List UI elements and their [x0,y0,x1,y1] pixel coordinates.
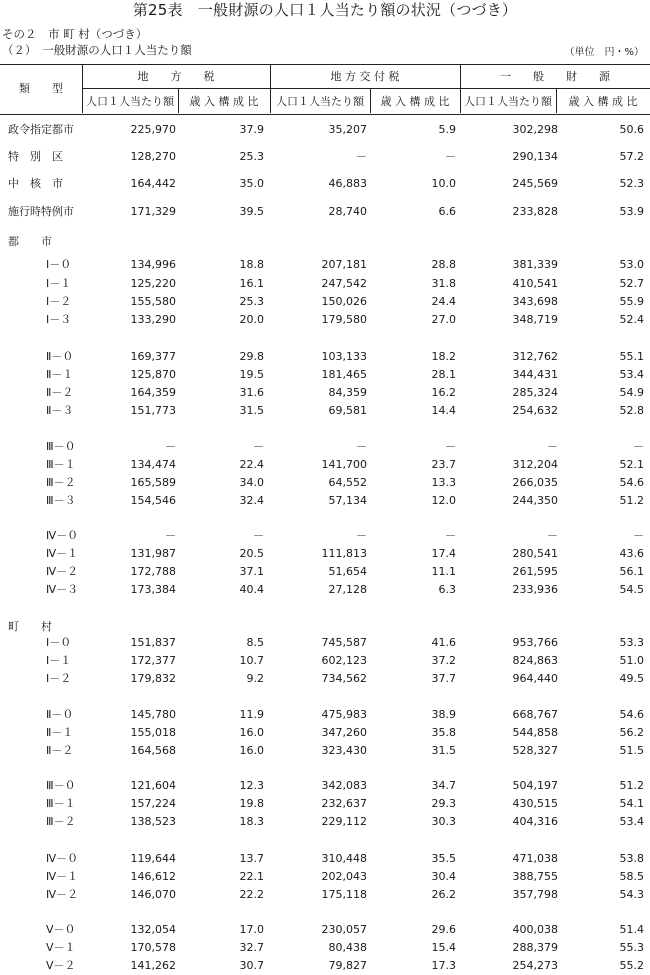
cell-allocation-tax-per-capita: 27,128 [328,583,367,596]
cell-general-revenue-per-capita: 668,767 [512,708,558,721]
cell-general-revenue-ratio: 53.0 [619,258,644,271]
cell-general-revenue-per-capita: 953,766 [512,636,558,649]
header-general-revenue: 一 般 財 源 [500,70,610,83]
row-label: Ⅳ－１ [46,547,79,560]
cell-general-revenue-ratio: 54.6 [619,708,644,721]
cell-allocation-tax-ratio: 6.3 [438,583,456,596]
cell-local-tax-ratio: 32.4 [239,494,264,507]
cell-allocation-tax-per-capita: 347,260 [321,726,367,739]
cell-general-revenue-per-capita: 244,350 [512,494,558,507]
cell-general-revenue-per-capita: 381,339 [512,258,558,271]
cell-local-tax-per-capita: 164,442 [130,177,176,190]
row-label: Ⅰ－２ [46,295,72,308]
cell-allocation-tax-per-capita: 342,083 [321,779,367,792]
cell-local-tax-per-capita: 146,070 [130,888,176,901]
row-label: 施行時特例市 [8,205,74,218]
cell-general-revenue-per-capita: － [547,440,558,453]
cell-general-revenue-ratio: 55.9 [619,295,644,308]
cell-allocation-tax-ratio: 41.6 [431,636,456,649]
cell-general-revenue-per-capita: 410,541 [512,277,558,290]
cell-allocation-tax-ratio: 14.4 [431,404,456,417]
row-label: Ⅰ－１ [46,277,72,290]
cell-local-tax-ratio: 32.7 [239,941,264,954]
cell-general-revenue-ratio: 51.2 [619,494,644,507]
page-title: 第25表 一般財源の人口１人当たり額の状況（つづき） [132,1,518,19]
cell-local-tax-ratio: 25.3 [239,295,264,308]
cell-general-revenue-per-capita: 233,936 [512,583,558,596]
cell-allocation-tax-ratio: 28.1 [431,368,456,381]
cell-general-revenue-ratio: 53.3 [619,636,644,649]
row-label: Ⅳ－１ [46,870,79,883]
cell-allocation-tax-per-capita: － [356,150,367,163]
row-label: Ⅳ－０ [46,529,79,542]
cell-general-revenue-per-capita: 254,273 [512,959,558,972]
row-label: Ⅱ－２ [46,744,74,757]
cell-allocation-tax-ratio: － [445,150,456,163]
table-row [0,384,650,402]
cell-local-tax-per-capita: 171,329 [130,205,176,218]
cell-general-revenue-per-capita: 357,798 [512,888,558,901]
cell-local-tax-per-capita: 164,359 [130,386,176,399]
cell-local-tax-per-capita: 179,832 [130,672,176,685]
cell-allocation-tax-ratio: 31.5 [431,744,456,757]
cell-local-tax-per-capita: 157,224 [130,797,176,810]
cell-general-revenue-per-capita: 348,719 [512,313,558,326]
row-label: Ⅳ－０ [46,852,79,865]
row-label: Ⅲ－０ [46,440,76,453]
cell-local-tax-per-capita: 119,644 [130,852,176,865]
table-row [0,724,650,742]
cell-general-revenue-per-capita: 312,204 [512,458,558,471]
cell-general-revenue-ratio: 55.2 [619,959,644,972]
cell-allocation-tax-per-capita: 150,026 [321,295,367,308]
cell-allocation-tax-ratio: 10.0 [431,177,456,190]
cell-local-tax-ratio: 40.4 [239,583,264,596]
cell-general-revenue-ratio: 54.1 [619,797,644,810]
cell-allocation-tax-ratio: 37.7 [431,672,456,685]
table-row [0,850,650,868]
table-row [0,545,650,563]
cell-general-revenue-ratio: 53.8 [619,852,644,865]
table-row [0,474,650,492]
header-per-capita: 人口１人当たり額 [464,95,552,108]
cell-general-revenue-ratio: 52.4 [619,313,644,326]
cell-allocation-tax-per-capita: 84,359 [328,386,367,399]
cell-general-revenue-ratio: 52.3 [619,177,644,190]
cell-allocation-tax-per-capita: － [356,440,367,453]
cell-general-revenue-ratio: 54.9 [619,386,644,399]
row-label: Ⅰ－０ [46,636,72,649]
cell-allocation-tax-ratio: 29.6 [431,923,456,936]
cell-general-revenue-per-capita: 280,541 [512,547,558,560]
cell-allocation-tax-per-capita: 111,813 [321,547,367,560]
table-header [0,64,650,115]
cell-general-revenue-per-capita: 261,595 [512,565,558,578]
table-row [0,563,650,581]
cell-allocation-tax-ratio: 11.1 [431,565,456,578]
row-label: Ⅱ－１ [46,368,74,381]
row-label: 特 別 区 [8,150,63,163]
row-label: 都 市 [8,235,52,248]
cell-general-revenue-per-capita: 254,632 [512,404,558,417]
cell-local-tax-per-capita: 173,384 [130,583,176,596]
cell-allocation-tax-ratio: 23.7 [431,458,456,471]
cell-local-tax-per-capita: 145,780 [130,708,176,721]
cell-local-tax-ratio: 34.0 [239,476,264,489]
cell-local-tax-ratio: 18.8 [239,258,264,271]
cell-allocation-tax-per-capita: 79,827 [328,959,367,972]
header-local-tax: 地 方 税 [137,70,215,83]
row-label: Ⅲ－１ [46,797,76,810]
cell-allocation-tax-per-capita: 310,448 [321,852,367,865]
cell-local-tax-ratio: － [253,529,264,542]
cell-local-tax-ratio: 18.3 [239,815,264,828]
cell-general-revenue-ratio: 52.1 [619,458,644,471]
row-label: Ⅰ－３ [46,313,72,326]
table-subtitle: （２） 一般財源の人口１人当たり額 [2,43,192,57]
header-local-allocation-tax: 地 方 交 付 税 [330,70,400,83]
row-label: Ⅱ－２ [46,386,74,399]
table-row [0,957,650,975]
cell-local-tax-per-capita: 169,377 [130,350,176,363]
cell-local-tax-ratio: 35.0 [239,177,264,190]
header-ratio: 歳 入 構 成 比 [568,95,638,108]
table-row [0,777,650,795]
cell-local-tax-per-capita: 154,546 [130,494,176,507]
cell-allocation-tax-per-capita: 28,740 [328,205,367,218]
cell-allocation-tax-ratio: 34.7 [431,779,456,792]
table-row [0,527,650,545]
row-label: Ⅳ－２ [46,888,79,901]
cell-allocation-tax-per-capita: 46,883 [328,177,367,190]
table-row [0,402,650,420]
cell-general-revenue-per-capita: 266,035 [512,476,558,489]
table-row [0,233,650,251]
cell-allocation-tax-per-capita: 475,983 [321,708,367,721]
header-per-capita: 人口１人当たり額 [276,95,364,108]
cell-allocation-tax-ratio: 5.9 [438,123,456,136]
row-label: 中 核 市 [8,177,63,190]
cell-general-revenue-per-capita: 824,863 [512,654,558,667]
cell-local-tax-ratio: 31.5 [239,404,264,417]
table-row [0,175,650,193]
row-label: Ⅲ－３ [46,494,76,507]
table-row [0,121,650,139]
cell-local-tax-per-capita: 225,970 [130,123,176,136]
table-row [0,652,650,670]
cell-local-tax-per-capita: 151,837 [130,636,176,649]
cell-allocation-tax-ratio: 27.0 [431,313,456,326]
cell-allocation-tax-ratio: 13.3 [431,476,456,489]
cell-local-tax-ratio: － [253,440,264,453]
cell-allocation-tax-per-capita: 35,207 [328,123,367,136]
cell-local-tax-per-capita: 128,270 [130,150,176,163]
cell-local-tax-ratio: 37.1 [239,565,264,578]
cell-allocation-tax-ratio: 35.8 [431,726,456,739]
cell-general-revenue-per-capita: 233,828 [512,205,558,218]
cell-allocation-tax-per-capita: 57,134 [328,494,367,507]
cell-local-tax-per-capita: 138,523 [130,815,176,828]
cell-allocation-tax-ratio: － [445,529,456,542]
cell-local-tax-per-capita: 131,987 [130,547,176,560]
cell-allocation-tax-per-capita: 602,123 [321,654,367,667]
cell-general-revenue-ratio: － [633,529,644,542]
cell-allocation-tax-per-capita: 69,581 [328,404,367,417]
section-subtitle: その２ 市 町 村（つづき） [2,27,148,41]
cell-allocation-tax-per-capita: 734,562 [321,672,367,685]
row-label: Ⅴ－２ [46,959,76,972]
cell-allocation-tax-per-capita: 323,430 [321,744,367,757]
cell-allocation-tax-ratio: 31.8 [431,277,456,290]
cell-general-revenue-ratio: 52.7 [619,277,644,290]
cell-local-tax-per-capita: 125,220 [130,277,176,290]
cell-general-revenue-per-capita: 404,316 [512,815,558,828]
cell-general-revenue-ratio: 55.3 [619,941,644,954]
table-row [0,256,650,274]
cell-general-revenue-ratio: 51.5 [619,744,644,757]
table-row [0,886,650,904]
cell-general-revenue-ratio: 55.1 [619,350,644,363]
table-row [0,438,650,456]
cell-local-tax-ratio: 13.7 [239,852,264,865]
row-label: Ⅳ－２ [46,565,79,578]
table-row [0,813,650,831]
cell-local-tax-per-capita: 172,377 [130,654,176,667]
table-row [0,706,650,724]
cell-general-revenue-per-capita: 312,762 [512,350,558,363]
cell-general-revenue-ratio: 54.3 [619,888,644,901]
cell-local-tax-per-capita: 134,474 [130,458,176,471]
row-label: Ⅲ－１ [46,458,76,471]
cell-local-tax-ratio: 20.5 [239,547,264,560]
cell-general-revenue-per-capita: 285,324 [512,386,558,399]
cell-local-tax-ratio: 30.7 [239,959,264,972]
cell-local-tax-per-capita: 121,604 [130,779,176,792]
cell-local-tax-ratio: 19.8 [239,797,264,810]
cell-local-tax-ratio: 16.0 [239,744,264,757]
table-row [0,293,650,311]
cell-local-tax-per-capita: 134,996 [130,258,176,271]
table-row [0,634,650,652]
row-label: Ⅳ－３ [46,583,79,596]
cell-general-revenue-per-capita: 400,038 [512,923,558,936]
row-label: Ⅱ－０ [46,350,74,363]
cell-allocation-tax-ratio: 17.4 [431,547,456,560]
cell-allocation-tax-per-capita: 247,542 [321,277,367,290]
cell-general-revenue-ratio: 53.4 [619,368,644,381]
cell-allocation-tax-ratio: 35.5 [431,852,456,865]
table-row [0,275,650,293]
cell-local-tax-ratio: 22.1 [239,870,264,883]
cell-allocation-tax-per-capita: 229,112 [321,815,367,828]
cell-general-revenue-per-capita: 430,515 [512,797,558,810]
cell-general-revenue-per-capita: 528,327 [512,744,558,757]
table-row [0,795,650,813]
cell-allocation-tax-per-capita: 207,181 [321,258,367,271]
cell-general-revenue-per-capita: 388,755 [512,870,558,883]
row-label: Ⅱ－０ [46,708,74,721]
cell-allocation-tax-ratio: 6.6 [438,205,456,218]
row-label: Ⅱ－１ [46,726,74,739]
cell-allocation-tax-ratio: 16.2 [431,386,456,399]
cell-local-tax-ratio: 22.4 [239,458,264,471]
cell-local-tax-per-capita: 133,290 [130,313,176,326]
cell-general-revenue-ratio: 54.5 [619,583,644,596]
cell-general-revenue-per-capita: 471,038 [512,852,558,865]
cell-general-revenue-ratio: － [633,440,644,453]
cell-general-revenue-per-capita: 344,431 [512,368,558,381]
cell-local-tax-per-capita: 146,612 [130,870,176,883]
cell-allocation-tax-ratio: 38.9 [431,708,456,721]
cell-local-tax-per-capita: 125,870 [130,368,176,381]
cell-local-tax-ratio: 29.8 [239,350,264,363]
row-label: Ⅲ－２ [46,815,76,828]
cell-local-tax-ratio: 11.9 [239,708,264,721]
table-row [0,670,650,688]
cell-general-revenue-per-capita: 343,698 [512,295,558,308]
cell-local-tax-per-capita: 164,568 [130,744,176,757]
cell-general-revenue-ratio: 56.1 [619,565,644,578]
cell-allocation-tax-ratio: 30.3 [431,815,456,828]
cell-allocation-tax-ratio: 18.2 [431,350,456,363]
cell-allocation-tax-ratio: 28.8 [431,258,456,271]
row-label: Ⅴ－０ [46,923,76,936]
cell-local-tax-ratio: 17.0 [239,923,264,936]
cell-allocation-tax-per-capita: 230,057 [321,923,367,936]
cell-general-revenue-ratio: 51.2 [619,779,644,792]
cell-allocation-tax-ratio: 29.3 [431,797,456,810]
table-row [0,348,650,366]
row-label: Ⅰ－０ [46,258,72,271]
cell-general-revenue-per-capita: － [547,529,558,542]
cell-general-revenue-per-capita: 302,298 [512,123,558,136]
cell-general-revenue-per-capita: 288,379 [512,941,558,954]
table-row [0,939,650,957]
cell-general-revenue-ratio: 58.5 [619,870,644,883]
row-label: Ⅴ－１ [46,941,76,954]
cell-allocation-tax-per-capita: 232,637 [321,797,367,810]
cell-local-tax-ratio: 37.9 [239,123,264,136]
cell-allocation-tax-per-capita: 141,700 [321,458,367,471]
row-label: 町 村 [8,620,52,633]
cell-local-tax-per-capita: 170,578 [130,941,176,954]
cell-local-tax-per-capita: － [165,529,176,542]
table-row [0,742,650,760]
cell-allocation-tax-ratio: － [445,440,456,453]
table-row [0,311,650,329]
cell-local-tax-ratio: 19.5 [239,368,264,381]
header-ratio: 歳 入 構 成 比 [380,95,450,108]
cell-allocation-tax-per-capita: 175,118 [321,888,367,901]
cell-local-tax-per-capita: 155,580 [130,295,176,308]
cell-local-tax-per-capita: 172,788 [130,565,176,578]
cell-general-revenue-ratio: 54.6 [619,476,644,489]
cell-general-revenue-ratio: 49.5 [619,672,644,685]
cell-general-revenue-per-capita: 290,134 [512,150,558,163]
cell-allocation-tax-per-capita: 202,043 [321,870,367,883]
row-label: Ⅲ－０ [46,779,76,792]
cell-local-tax-ratio: 10.7 [239,654,264,667]
table-row [0,492,650,510]
cell-local-tax-ratio: 12.3 [239,779,264,792]
cell-general-revenue-ratio: 57.2 [619,150,644,163]
table-row [0,203,650,221]
cell-local-tax-ratio: 31.6 [239,386,264,399]
cell-local-tax-per-capita: 165,589 [130,476,176,489]
cell-general-revenue-ratio: 43.6 [619,547,644,560]
cell-allocation-tax-per-capita: 181,465 [321,368,367,381]
row-label: Ⅱ－３ [46,404,74,417]
table-row [0,581,650,599]
cell-allocation-tax-ratio: 17.3 [431,959,456,972]
cell-local-tax-ratio: 16.0 [239,726,264,739]
row-label: 政令指定都市 [8,123,74,136]
table-row [0,456,650,474]
cell-general-revenue-ratio: 51.4 [619,923,644,936]
cell-local-tax-ratio: 16.1 [239,277,264,290]
cell-local-tax-ratio: 20.0 [239,313,264,326]
cell-allocation-tax-per-capita: 179,580 [321,313,367,326]
cell-local-tax-ratio: 8.5 [246,636,264,649]
table-row [0,868,650,886]
cell-general-revenue-per-capita: 504,197 [512,779,558,792]
cell-local-tax-per-capita: 132,054 [130,923,176,936]
cell-allocation-tax-ratio: 30.4 [431,870,456,883]
cell-allocation-tax-ratio: 37.2 [431,654,456,667]
header-category: 類 型 [19,82,63,95]
cell-allocation-tax-per-capita: 80,438 [328,941,367,954]
cell-general-revenue-ratio: 50.6 [619,123,644,136]
cell-local-tax-ratio: 25.3 [239,150,264,163]
cell-general-revenue-per-capita: 544,858 [512,726,558,739]
table-row [0,366,650,384]
header-per-capita: 人口１人当たり額 [86,95,174,108]
cell-general-revenue-per-capita: 245,569 [512,177,558,190]
cell-general-revenue-ratio: 53.4 [619,815,644,828]
cell-allocation-tax-ratio: 26.2 [431,888,456,901]
cell-general-revenue-per-capita: 964,440 [512,672,558,685]
cell-local-tax-per-capita: 141,262 [130,959,176,972]
cell-allocation-tax-ratio: 24.4 [431,295,456,308]
cell-general-revenue-ratio: 56.2 [619,726,644,739]
row-label: Ⅲ－２ [46,476,76,489]
row-label: Ⅰ－２ [46,672,72,685]
cell-allocation-tax-per-capita: － [356,529,367,542]
cell-local-tax-ratio: 9.2 [246,672,264,685]
cell-local-tax-per-capita: － [165,440,176,453]
table-row [0,148,650,166]
cell-local-tax-ratio: 39.5 [239,205,264,218]
header-ratio: 歳 入 構 成 比 [189,95,259,108]
table-row [0,921,650,939]
cell-general-revenue-ratio: 52.8 [619,404,644,417]
cell-general-revenue-ratio: 51.0 [619,654,644,667]
cell-allocation-tax-ratio: 15.4 [431,941,456,954]
cell-allocation-tax-per-capita: 103,133 [321,350,367,363]
cell-general-revenue-ratio: 53.9 [619,205,644,218]
cell-allocation-tax-per-capita: 64,552 [328,476,367,489]
unit-note: （単位 円・%） [564,47,644,58]
cell-local-tax-ratio: 22.2 [239,888,264,901]
cell-allocation-tax-ratio: 12.0 [431,494,456,507]
cell-local-tax-per-capita: 151,773 [130,404,176,417]
row-label: Ⅰ－１ [46,654,72,667]
cell-allocation-tax-per-capita: 51,654 [328,565,367,578]
cell-allocation-tax-per-capita: 745,587 [321,636,367,649]
cell-local-tax-per-capita: 155,018 [130,726,176,739]
